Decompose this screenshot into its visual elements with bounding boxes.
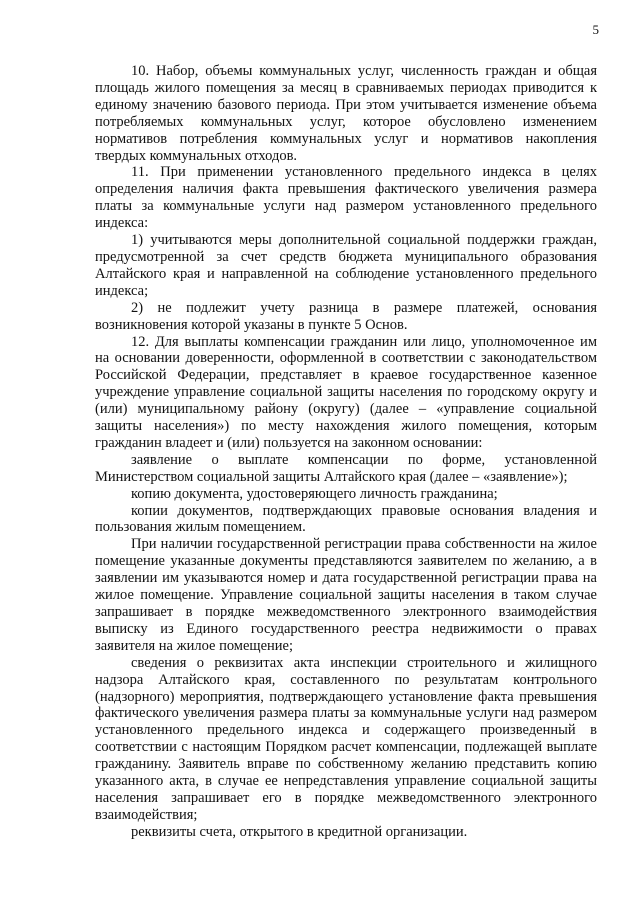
page-number: 5 xyxy=(592,22,599,37)
paragraph-10-base-period: 10. Набор, объемы коммунальных услуг, численность граждан и общая площадь жилого помещения за месяц в сравниваемых периодах приводится к единому значению базового периода. При этом учитывается изменение объема потребляемых коммунальных услуг, которое обусловлено изменением нормативов потребления коммунальных услуг и нормативов накопления твердых коммунальных отходов. xyxy=(95,63,597,164)
list-item-inspection-act: сведения о реквизитах акта инспекции строительного и жилищного надзора Алтайского края, составленного по результатам контрольного (надзорного) мероприятия, подтверждающего установление факта превышения фактического увеличения размера платы за коммунальные услуги над размером установленного предельного индекса и содержащего произведенный в соответствии с настоящим Порядком расчет компенсации, подлежащей выплате гражданину. Заявитель вправе по собственному желанию представить копию указанного акта, в случае ее непредставления управление социальной защиты населения запрашивает его в порядке межведомственного электронного взаимодействия; xyxy=(95,654,597,823)
list-item-identity-document: копию документа, удостоверяющего личность гражданина; xyxy=(131,485,498,502)
list-item-ownership-documents: копии документов, подтверждающих правовые основания владения и пользования жилым помещением. xyxy=(95,502,597,536)
document-body xyxy=(95,63,597,841)
subparagraph-11-2-payment-difference: 2) не подлежит учету разница в размере платежей, основания возникновения которой указаны в пункте 5 Основ. xyxy=(95,299,597,333)
paragraph-11-limit-index: 11. При применении установленного предельного индекса в целях определения наличия факта превышения фактического увеличения размера платы за коммунальные услуги над размером установленного предельного индекса: xyxy=(95,164,597,232)
list-item-bank-account: реквизиты счета, открытого в кредитной организации. xyxy=(131,823,468,840)
list-item-application-form: заявление о выплате компенсации по форме, установленной Министерством социальной защиты Алтайского края (далее – «заявление»); xyxy=(95,451,597,485)
paragraph-12-compensation-application: 12. Для выплаты компенсации гражданин или лицо, уполномоченное им на основании доверенности, оформленной в соответствии с законодательством Российской Федерации, представляет в краевое государственное казенное учреждение управление социальной защиты населения по городскому округу и (или) муниципальному району (округу) (далее – «управление социальной защиты населения») по месту нахождения жилого помещения, которым гражданин владеет и (или) пользуется на законном основании: xyxy=(95,333,597,451)
paragraph-state-registration: При наличии государственной регистрации права собственности на жилое помещение указанные документы представляются заявителем по желанию, а в заявлении им указываются номер и дата государственной регистрации права на жилое помещение. Управление социальной защиты населения в таком случае запрашивает в порядке межведомственного электронного взаимодействия выписку из Единого государственного реестра недвижимости о правах заявителя на жилое помещение; xyxy=(95,536,597,654)
subparagraph-11-1-support-measures: 1) учитываются меры дополнительной социальной поддержки граждан, предусмотренной за счет средств бюджета муниципального образования Алтайского края и направленной на соблюдение установленного предельного индекса; xyxy=(95,232,597,299)
